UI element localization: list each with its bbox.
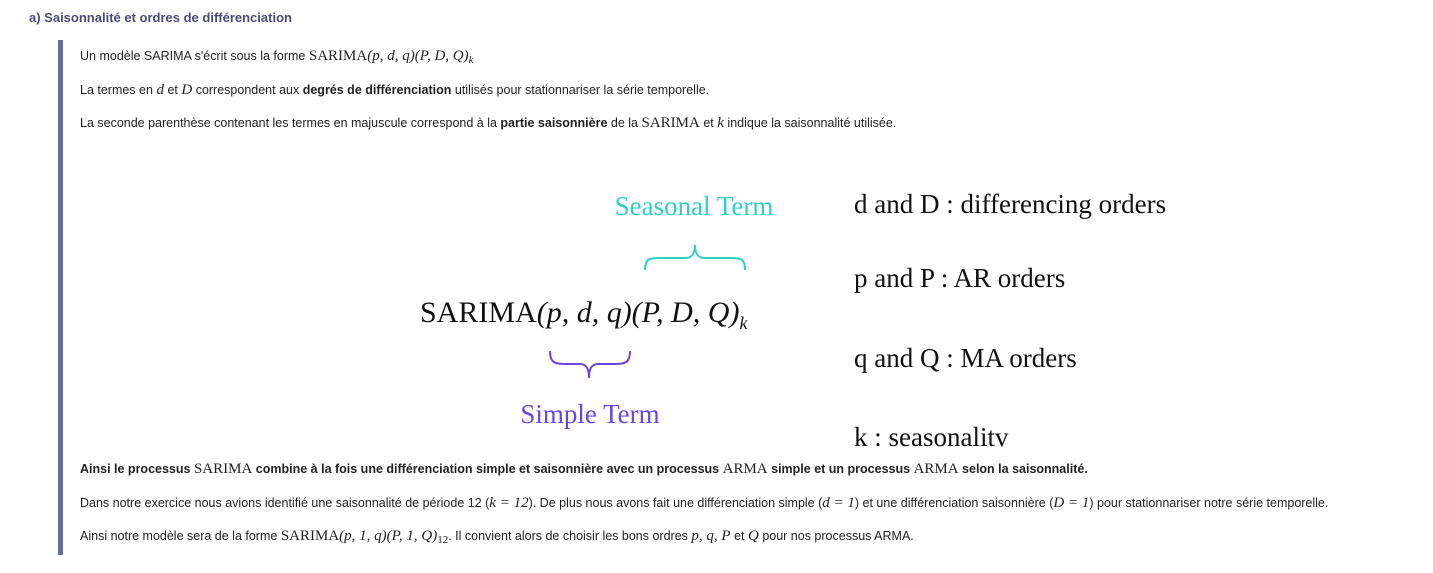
para5-math-2: d = 1 <box>822 495 855 511</box>
para4-text-3: simple et un processus <box>771 462 911 476</box>
para5-text-1: Dans notre exercice nous avions identifié une saisonnalité de période 12 ( <box>80 496 490 510</box>
para1-math-args: (p, d, q)(P, D, Q) <box>367 48 469 64</box>
simple-brace-icon <box>550 351 630 378</box>
para6-text-1: Ainsi notre modèle sera de la forme <box>80 529 278 543</box>
para3-text-2: de la <box>610 116 639 130</box>
para4-text-4: selon la saisonnalité. <box>962 462 1088 476</box>
seasonal-term-label: Seasonal Term <box>614 191 774 221</box>
quote-bar <box>58 40 63 555</box>
para2-var-D: D <box>181 82 193 98</box>
para6-math-name: SARIMA <box>280 528 340 544</box>
paragraph-exercise <box>80 495 1328 511</box>
para2-bold: degrés de différenciation <box>302 83 452 97</box>
para2-text-4: utilisés pour stationnariser la série temporelle. <box>454 83 710 97</box>
para3-math: SARIMA <box>641 115 700 131</box>
formula-args: (p, d, q)(P, D, Q) <box>536 296 740 329</box>
para6-math-args: (p, 1, q)(P, 1, Q) <box>339 528 438 544</box>
paragraph-seasonal-part <box>80 115 896 131</box>
para2-text-3: correspondent aux <box>195 83 300 97</box>
paragraph-differencing <box>80 82 709 98</box>
para5-math-3: D = 1 <box>1053 495 1090 511</box>
para5-math-1: k = 12 <box>489 495 529 511</box>
section-heading: a) Saisonnalité et ordres de différenciation <box>29 10 292 25</box>
para6-var-Q: Q <box>747 528 759 544</box>
para3-text-1: La seconde parenthèse contenant les termes en majuscule correspond à la <box>80 116 497 130</box>
para6-text-3: et <box>734 529 745 543</box>
para3-bold: partie saisonnière <box>500 116 608 130</box>
para1-math-sub: k <box>468 54 474 66</box>
para4-text-2: combine à la fois une différenciation simple et saisonnière avec un processus <box>255 462 720 476</box>
para1-text: Un modèle SARIMA s'écrit sous la forme <box>80 49 306 63</box>
para4-math-2: ARMA <box>722 461 768 477</box>
para5-text-2: ). De plus nous avons fait une différenciation simple ( <box>528 496 823 510</box>
paragraph-model-form <box>80 528 914 545</box>
legend-ar: p and P : AR orders <box>854 263 1066 293</box>
para5-text-4: ) pour stationnariser notre série temporelle. <box>1089 496 1329 510</box>
legend-seasonality: k : seasonalitv <box>854 422 1009 452</box>
sarima-formula <box>420 296 748 333</box>
para4-math-1: SARIMA <box>193 461 253 477</box>
para2-text-2: et <box>167 83 178 97</box>
para4-text-1: Ainsi le processus <box>80 462 191 476</box>
para6-vars: p, q, P <box>691 528 731 544</box>
para4-math-3: ARMA <box>913 461 959 477</box>
para2-text-1: La termes en <box>80 83 153 97</box>
legend-differencing: d and D : differencing orders <box>854 189 1167 219</box>
para3-text-3: et <box>703 116 714 130</box>
para3-text-4: indique la saisonnalité utilisée. <box>727 116 897 130</box>
para3-var-k: k <box>717 115 724 131</box>
legend-ma: q and Q : MA orders <box>854 343 1077 373</box>
formula-name: SARIMA <box>420 296 537 329</box>
paragraph-conclusion <box>80 461 1088 477</box>
para1-math-name: SARIMA <box>308 48 368 64</box>
seasonal-brace-icon <box>645 245 745 270</box>
para6-text-2: . Il convient alors de choisir les bons ordres <box>448 529 688 543</box>
para6-math-sub: 12 <box>437 534 449 546</box>
simple-term-label: Simple Term <box>520 399 660 429</box>
paragraph-sarima-form <box>80 48 474 65</box>
para2-var-d: d <box>156 82 164 98</box>
para6-text-4: pour nos processus ARMA. <box>762 529 914 543</box>
formula-sub: k <box>739 313 748 333</box>
para5-text-3: ) et une différenciation saisonnière ( <box>854 496 1054 510</box>
